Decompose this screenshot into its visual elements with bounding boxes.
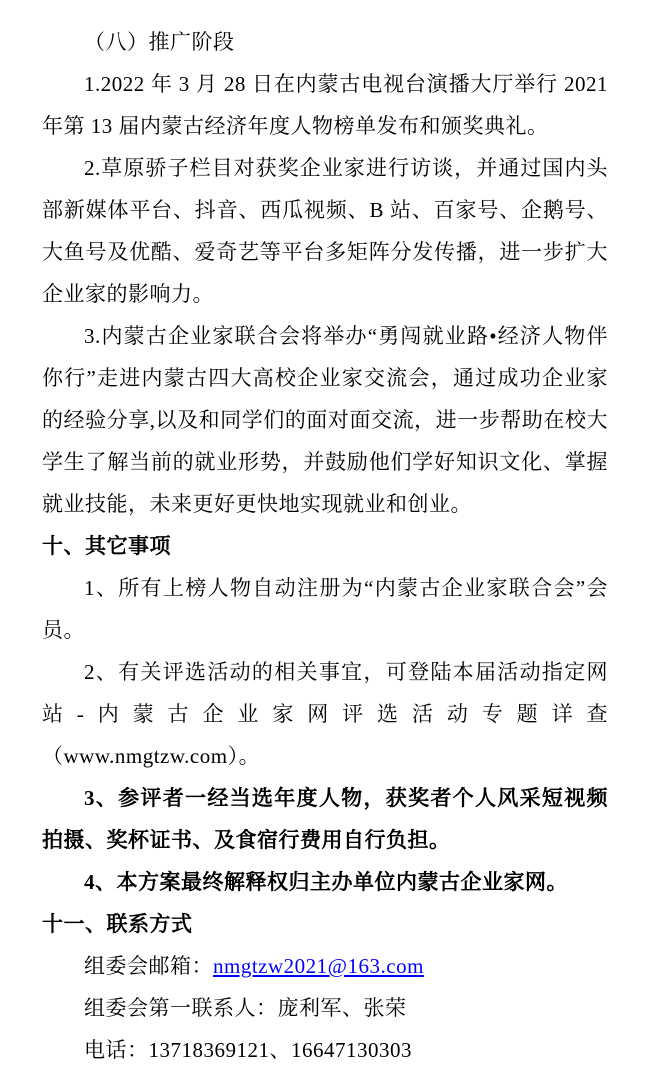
- section-heading-other-matters: 十、其它事项: [42, 534, 171, 558]
- paragraph-email: [42, 945, 608, 987]
- paragraph-other-item-4: 4、本方案最终解释权归主办单位内蒙古企业家网。: [84, 870, 568, 894]
- paragraph-promo-stage-heading: （八）推广阶段: [84, 30, 235, 54]
- email-link[interactable]: nmgtzw2021@163.com: [213, 954, 424, 978]
- paragraph-promo-item-1: 1.2022 年 3 月 28 日在内蒙古电视台演播大厅举行 2021 年第 13 届内蒙古经济年度人物榜单发布和颁奖典礼。: [42, 72, 608, 138]
- paragraph-other-item-1: 1、所有上榜人物自动注册为“内蒙古企业家联合会”会员。: [42, 576, 608, 642]
- email-label: 组委会邮箱：: [84, 954, 213, 978]
- paragraph-contact-person: 组委会第一联系人：庞利军、张荣: [84, 996, 407, 1020]
- paragraph-other-item-3: 3、参评者一经当选年度人物，获奖者个人风采短视频拍摄、奖杯证书、及食宿行费用自行负担。: [42, 786, 608, 852]
- paragraph-phone: 电话：13718369121、16647130303: [84, 1038, 412, 1062]
- section-heading-contact: 十一、联系方式: [42, 912, 193, 936]
- paragraph-promo-item-2: 2.草原骄子栏目对获奖企业家进行访谈，并通过国内头部新媒体平台、抖音、西瓜视频、B 站、百家号、企鹅号、大鱼号及优酷、爱奇艺等平台多矩阵分发传播，进一步扩大企业家的影响力。: [42, 156, 608, 306]
- paragraph-promo-item-3: 3.内蒙古企业家联合会将举办“勇闯就业路•经济人物伴你行”走进内蒙古四大高校企业家交流会，通过成功企业家的经验分享,以及和同学们的面对面交流，进一步帮助在校大学生了解当前的就业形势，并鼓励他们学好知识文化、掌握就业技能，未来更好更快地实现就业和创业。: [42, 324, 608, 516]
- paragraph-other-item-2: 2、有关评选活动的相关事宜，可登陆本届活动指定网站-内蒙古企业家网评选活动专题详查（www.nmgtzw.com）。: [42, 660, 608, 768]
